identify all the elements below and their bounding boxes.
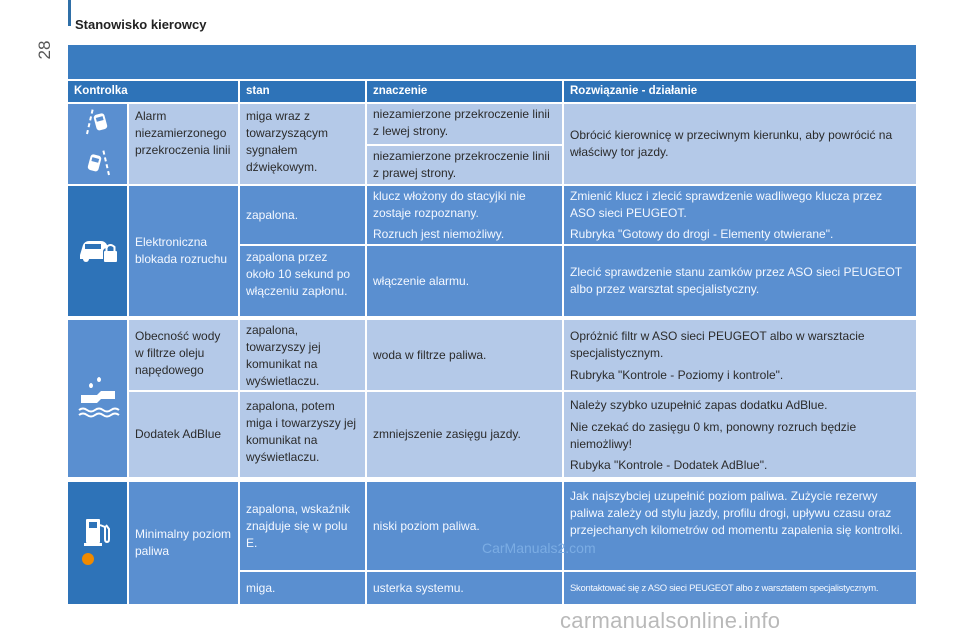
znaczenie-immobiliser-2-text: włączenie alarmu. [373, 273, 470, 288]
stan-fuel-level-1 [240, 482, 365, 570]
lane-departure-icon-cell [68, 104, 127, 184]
znaczenie-adblue [367, 392, 562, 477]
znaczenie-fuel-level-1 [367, 482, 562, 570]
stan-fuel-level-2-text: miga. [246, 580, 276, 595]
znaczenie-immobiliser-1b: Rozruch jest niemożliwy. [373, 227, 505, 241]
watermark-carmanualsonline: carmanualsonline.info [560, 608, 781, 633]
rozwiazanie-water-in-fuel-1: Opróżnić filtr w ASO sieci PEUGEOT albo w warsztacie specjalistycznym. [570, 329, 865, 360]
rozwiazanie-lane-text: Obrócić kierownicę w przeciwnym kierunku, aby powrócić na właściwy tor jazdy. [570, 128, 893, 159]
rozwiazanie-immobiliser-1a: Zmienić klucz i zlecić sprawdzenie wadliwego klucza przez ASO sieci PEUGEOT. [570, 189, 883, 220]
kontrolka-lane-departure: Alarm niezamierzonego przekroczenia linii [129, 104, 238, 184]
znaczenie-lane-right: niezamierzone przekroczenie linii z prawej strony. [367, 146, 562, 184]
header-rozwiazanie: Rozwiązanie - działanie [564, 81, 916, 102]
header-stan: stan [240, 81, 365, 102]
header-kontrolka: Kontrolka [68, 81, 238, 102]
kontrolka-fuel-level-text: Minimalny poziom paliwa [135, 527, 232, 558]
znaczenie-immobiliser-2 [367, 246, 562, 316]
header-znaczenie: znaczenie [367, 81, 562, 102]
znaczenie-lane-left: niezamierzone przekroczenie linii z lewej strony. [367, 104, 562, 144]
stan-immobiliser-1-text: zapalona. [246, 207, 299, 222]
znaczenie-fuel-level-2-text: usterka systemu. [373, 580, 464, 595]
lane-departure-left-icon [83, 106, 113, 141]
stan-immobiliser-1 [240, 186, 365, 244]
rozwiazanie-immobiliser-1 [564, 186, 916, 244]
margin-accent-bar [68, 0, 71, 26]
stan-fuel-level-1-text: zapalona, wskaźnik znajduje się w polu E. [246, 501, 351, 550]
znaczenie-fuel-level-1-text: niski poziom paliwa. [373, 518, 480, 533]
rozwiazanie-fuel-level-2 [564, 572, 916, 604]
znaczenie-fuel-level-2 [367, 572, 562, 604]
rozwiazanie-immobiliser-1b: Rubryka "Gotowy do drogi - Elementy otwierane". [570, 227, 834, 241]
rozwiazanie-lane-departure [564, 104, 916, 184]
kontrolka-immobiliser-text: Elektroniczna blokada rozruchu [135, 235, 228, 266]
znaczenie-immobiliser-1a: klucz włożony do stacyjki nie zostaje rozpoznany. [373, 189, 526, 220]
kontrolka-immobiliser [129, 186, 238, 316]
immobiliser-icon-cell [68, 186, 127, 316]
rozwiazanie-water-in-fuel-2: Rubryka "Kontrole - Poziomy i kontrole". [570, 368, 784, 382]
stan-fuel-level-2 [240, 572, 365, 604]
stan-water-in-fuel: zapalona, towarzyszy jej komunikat na wyświetlaczu. [240, 320, 365, 390]
rozwiazanie-adblue-2: Nie czekać do zasięgu 0 km, ponowny rozruch będzie niemożliwy! [570, 420, 857, 451]
stan-immobiliser-2: zapalona przez około 10 sekund po włączeniu zapłonu. [240, 246, 365, 316]
rozwiazanie-adblue-1: Należy szybko uzupełnić zapas dodatku AdBlue. [570, 398, 828, 412]
warning-lights-table [68, 45, 916, 604]
kontrolka-water-in-fuel: Obecność wody w filtrze oleju napędowego [129, 320, 238, 390]
table-banner [68, 45, 916, 79]
watermark-carmanuals2: CarManuals2.com [482, 540, 596, 556]
stan-adblue: zapalona, potem miga i towarzyszy jej komunikat na wyświetlaczu. [240, 392, 365, 477]
rozwiazanie-water-in-fuel [564, 320, 916, 390]
section-title: Stanowisko kierowcy [75, 17, 207, 32]
znaczenie-water-in-fuel-text: woda w filtrze paliwa. [373, 347, 487, 362]
rozwiazanie-adblue [564, 392, 916, 477]
rozwiazanie-immobiliser-2-text: Zlecić sprawdzenie stanu zamków przez ASO sieci PEUGEOT albo przez warsztat specjalistyczny. [570, 265, 902, 296]
rozwiazanie-immobiliser-2 [564, 246, 916, 316]
water-in-fuel-filter-icon [75, 373, 121, 424]
kontrolka-adblue [129, 392, 238, 477]
znaczenie-adblue-text: zmniejszenie zasięgu jazdy. [373, 427, 521, 441]
fuel-level-icon-cell [68, 482, 127, 604]
fuel-pump-low-level-icon [80, 515, 116, 572]
lane-departure-right-icon [83, 147, 113, 182]
rozwiazanie-fuel-level-2-text: Skontaktować się z ASO sieci PEUGEOT albo z warsztatem specjalistycznym. [570, 582, 879, 594]
page-number: 28 [35, 40, 54, 60]
immobiliser-car-lock-icon [77, 233, 119, 270]
znaczenie-immobiliser-1 [367, 186, 562, 244]
stan-lane-departure: miga wraz z towarzyszącym sygnałem dźwiękowym. [240, 104, 365, 184]
rozwiazanie-fuel-level-1: Jak najszybciej uzupełnić poziom paliwa. Zużycie rezerwy paliwa zależy od stylu jazdy, profilu drogi, upływu czasu oraz przejechanych kilometrów od momentu zapalenia się kontrolki. [564, 482, 916, 570]
water-in-fuel-icon-cell [68, 320, 127, 477]
znaczenie-water-in-fuel [367, 320, 562, 390]
rozwiazanie-adblue-3: Rubyka "Kontrole - Dodatek AdBlue". [570, 458, 768, 472]
kontrolka-fuel-level [129, 482, 238, 604]
kontrolka-adblue-text: Dodatek AdBlue [135, 427, 222, 441]
